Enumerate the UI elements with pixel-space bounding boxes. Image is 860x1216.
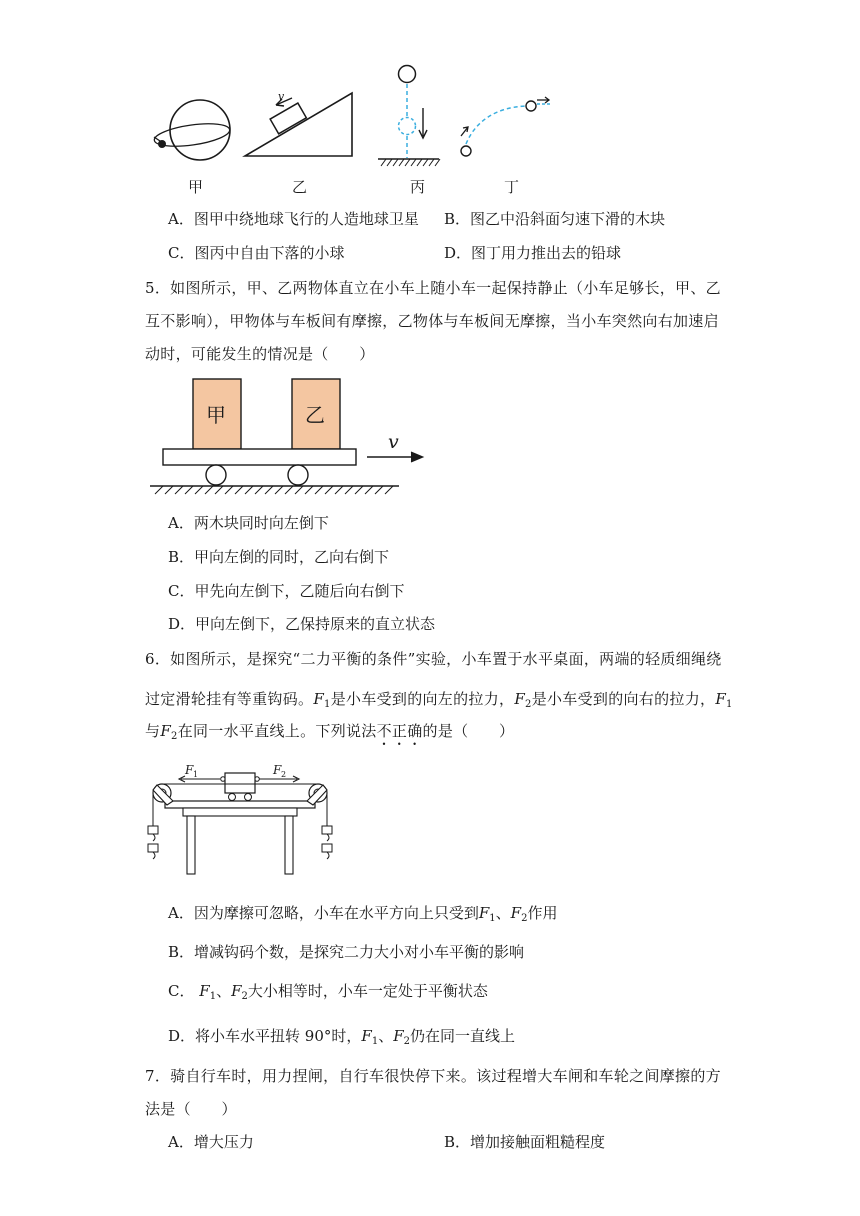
figure-label-yi: 乙 bbox=[292, 178, 308, 196]
q5-option-a[interactable]: A．两木块同时向左倒下 bbox=[168, 514, 329, 532]
force-label-f1: F bbox=[185, 763, 194, 777]
force-label-f2: F bbox=[273, 763, 282, 777]
emphasis-not-correct: 不正确 bbox=[376, 722, 423, 740]
q6-stem-line-2: 过定滑轮挂有等重钩码。$F_1$是小车受到的向左的拉力，$F_2$是小车受到的向右的拉力，$F_1$ bbox=[145, 690, 733, 710]
figure-label-jia: 甲 bbox=[188, 178, 204, 196]
q6-option-d[interactable]: D．将小车水平扭转 90°时，$F_1$、$F_2$仍在同一直线上 bbox=[168, 1027, 516, 1047]
q7-option-b[interactable]: B．增加接触面粗糙程度 bbox=[444, 1133, 606, 1151]
figure-cart-with-blocks bbox=[145, 372, 435, 497]
figure-label-ding: 丁 bbox=[504, 178, 520, 196]
q6-stem-line-1: 6．如图所示，是探究“二力平衡的条件”实验，小车置于水平桌面，两端的轻质细绳绕 bbox=[145, 650, 722, 668]
q6-option-b[interactable]: B．增减钩码个数，是探究二力大小对小车平衡的影响 bbox=[168, 943, 525, 961]
figure-two-force-balance-apparatus bbox=[145, 758, 345, 878]
figure-satellite-orbit bbox=[150, 95, 240, 165]
figure-falling-ball bbox=[375, 62, 445, 172]
q5-stem-line-3: 动时，可能发生的情况是（ ） bbox=[145, 345, 375, 363]
q5-option-d[interactable]: D．甲向左倒下，乙保持原来的直立状态 bbox=[168, 615, 436, 633]
q4-option-b[interactable]: B．图乙中沿斜面匀速下滑的木块 bbox=[444, 210, 666, 228]
q7-option-a[interactable]: A．增大压力 bbox=[168, 1133, 254, 1151]
q6-option-a[interactable]: A．因为摩擦可忽略，小车在水平方向上只受到$F_1$、$F_2$作用 bbox=[168, 904, 558, 924]
q6-option-c[interactable]: C． $F_1$、$F_2$大小相等时，小车一定处于平衡状态 bbox=[168, 982, 488, 1002]
q6-stem-line-3: 与$F_2$在同一水平直线上。下列说法不正确的是（ ） bbox=[145, 722, 515, 742]
block-yi-label: 乙 bbox=[305, 403, 325, 427]
q5-stem-line-1: 5．如图所示，甲、乙两物体直立在小车上随小车一起保持静止（小车足够长，甲、乙 bbox=[145, 279, 721, 297]
q4-option-d[interactable]: D．图丁用力推出去的铅球 bbox=[444, 244, 622, 262]
q4-option-a[interactable]: A．图甲中绕地球飞行的人造地球卫星 bbox=[168, 210, 419, 228]
figure-block-on-slope bbox=[240, 88, 360, 160]
svg-text:2: 2 bbox=[281, 770, 287, 779]
block-jia-label: 甲 bbox=[206, 403, 226, 427]
figure-label-bing: 丙 bbox=[410, 178, 426, 196]
q5-stem-line-2: 互不影响），甲物体与车板间有摩擦，乙物体与车板间无摩擦，当小车突然向右加速启 bbox=[145, 312, 719, 330]
q7-stem-line-1: 7．骑自行车时，用力捏闸，自行车很快停下来。该过程增大车闸和车轮之间摩擦的方 bbox=[145, 1067, 721, 1085]
slope-velocity-label: v bbox=[278, 90, 285, 103]
q5-option-b[interactable]: B．甲向左倒的同时，乙向右倒下 bbox=[168, 548, 390, 566]
q4-option-c[interactable]: C．图丙中自由下落的小球 bbox=[168, 244, 345, 262]
q7-stem-line-2: 法是（ ） bbox=[145, 1100, 237, 1118]
svg-text:1: 1 bbox=[193, 770, 199, 779]
q5-option-c[interactable]: C．甲先向左倒下，乙随后向右倒下 bbox=[168, 582, 405, 600]
cart-velocity-label: v bbox=[388, 431, 399, 453]
figure-shot-put-trajectory bbox=[455, 92, 560, 162]
